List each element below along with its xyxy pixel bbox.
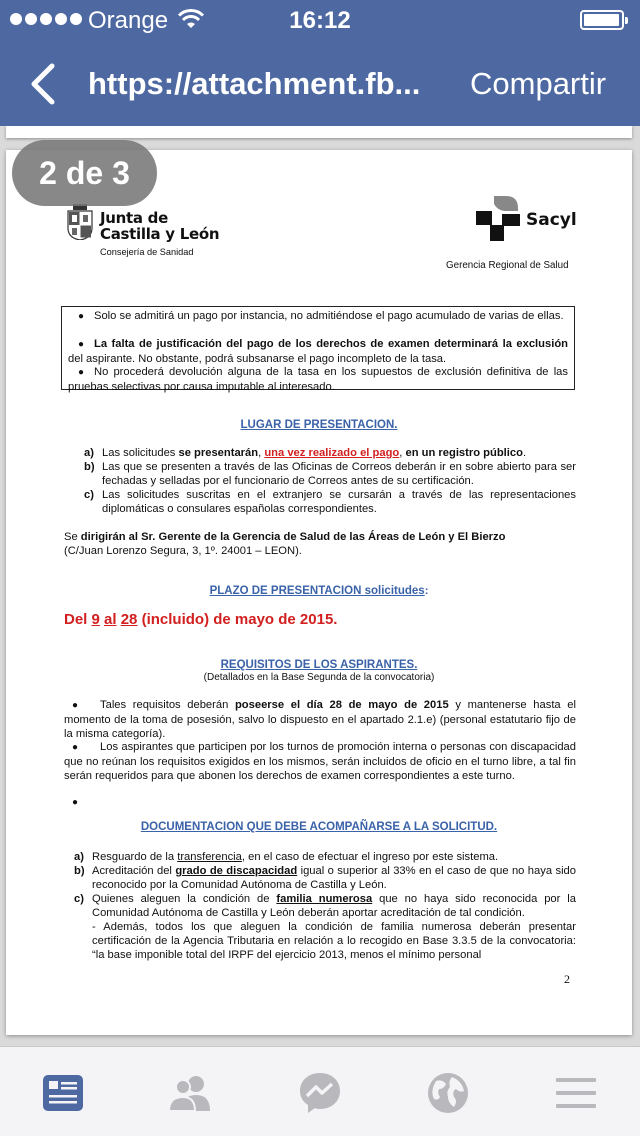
bullet-icon: ● bbox=[78, 367, 85, 378]
requisitos-item-1: ● Tales requisitos deberán poseerse el día 28 de mayo de 2015 y mantenerse hasta el momento de la toma de posesión, salvo lo dispuesto en el apartado 2.1.e) (personal estatutario fijo de la misma categoría). bbox=[64, 699, 576, 740]
lugar-item-b: b) Las que se presenten a través de las Oficinas de Correos deberán ir en sobre abierto para ser fechadas y selladas por el funcionario de Correos antes de su certificación. bbox=[84, 461, 576, 487]
app-header bbox=[0, 0, 640, 126]
sacyl-cross-icon bbox=[476, 196, 524, 244]
previous-page-edge bbox=[6, 126, 632, 138]
notice-item-1: ● Solo se admitirá un pago por instancia, no admitiéndose el pago acumulado de varias de ellas. bbox=[68, 309, 568, 324]
requisitos-heading: REQUISITOS DE LOS ASPIRANTES. bbox=[220, 659, 418, 671]
friend-requests-icon[interactable] bbox=[168, 1071, 212, 1115]
gerencia-regional: Gerencia Regional de Salud bbox=[446, 260, 569, 271]
carrier-name: Orange bbox=[88, 7, 169, 34]
payment-notice-box bbox=[61, 306, 575, 393]
documentacion-heading: DOCUMENTACION QUE DEBE ACOMPAÑARSE A LA SOLICITUD. bbox=[140, 821, 498, 833]
junta-department: Consejería de Sanidad bbox=[100, 247, 194, 257]
junta-name-line2: Castilla y León bbox=[100, 225, 220, 243]
back-chevron-icon[interactable] bbox=[26, 62, 62, 106]
requisitos-subheading: (Detallados en la Base Segunda de la convocatoria) bbox=[203, 672, 435, 683]
battery-icon bbox=[580, 10, 624, 30]
junta-name-line1: Junta de bbox=[100, 209, 168, 227]
document-viewer[interactable] bbox=[0, 126, 640, 1046]
coat-of-arms-icon bbox=[66, 204, 94, 240]
plazo-heading: PLAZO DE PRESENTACION solicitudes: bbox=[209, 585, 429, 597]
bullet-icon: ● bbox=[72, 742, 79, 753]
bullet-icon: ● bbox=[78, 339, 85, 350]
lugar-item-c: c) Las solicitudes suscritas en el extranjero se cursarán a través de las representaciones diplomáticas o consulares españolas correspondientes. bbox=[84, 489, 576, 515]
empty-bullet-icon: ● bbox=[72, 797, 79, 808]
bullet-icon: ● bbox=[78, 311, 85, 322]
page-indicator: 2 de 3 bbox=[12, 140, 157, 206]
documentacion-item-c: c) Quienes aleguen la condición de familia numerosa que no haya sido reconocida por la Comunidad Autónoma de Castilla y León deberán aportar acreditación de tal condición. - Además, todos los que aleguen la condición de familia numerosa deberán presentar certificación de la Agencia Tributaria en relación a lo recogido en Base 3.3.5 de la convocatoria: “la base imponible total del IRPF del ejercicio 2013, menos el mínimo personal bbox=[74, 893, 576, 961]
notice-item-2: ● La falta de justificación del pago de los derechos de examen determinará la exclusión del aspirante. No obstante, podrá subsanarse el pago incompleto de la tasa. bbox=[68, 338, 568, 365]
share-button[interactable]: Compartir bbox=[470, 66, 607, 101]
navigation-bar bbox=[0, 40, 640, 126]
junta-name bbox=[100, 210, 219, 242]
more-menu-icon[interactable] bbox=[554, 1071, 598, 1115]
notice-item-3: ● No procederá devolución alguna de la tasa en los supuestos de exclusión definitiva de las pruebas selectivas por causa imputable al interesado. bbox=[68, 366, 568, 393]
lugar-heading: LUGAR DE PRESENTACION. bbox=[240, 419, 398, 431]
page-number: 2 bbox=[564, 972, 570, 986]
lugar-address: Se dirigirán al Sr. Gerente de la Gerencia de Salud de las Áreas de León y El Bierzo (C/Juan Lorenzo Segura, 3, 1º. 24001 – LEON). bbox=[64, 531, 506, 557]
notifications-globe-icon[interactable] bbox=[426, 1071, 470, 1115]
requisitos-item-2: ● Los aspirantes que participen por los turnos de promoción interna o personas con discapacidad que no reúnan los requisitos exigidos en los mismos, serán incluidos de oficio en el turno libre, a tal fin serán requeridos para que abonen los derechos de examen correspondientes a este turno. bbox=[64, 741, 576, 782]
sacyl-name: Sacyl bbox=[526, 210, 577, 230]
news-feed-icon[interactable] bbox=[41, 1071, 85, 1115]
status-time: 16:12 bbox=[289, 7, 351, 34]
bullet-icon: ● bbox=[72, 700, 79, 711]
documentacion-item-b: b) Acreditación del grado de discapacidad igual o superior al 33% en el caso de que no haya sido reconocido por la Comunidad Autónoma de Castilla y León. bbox=[74, 865, 577, 891]
status-bar bbox=[0, 0, 640, 40]
messenger-icon[interactable] bbox=[298, 1071, 342, 1115]
document-page: Junta de Castilla y León Consejería de Sanidad Sacyl Gerencia Regional de Salud ● Solo se admitirá un pago por instancia, no admitiéndose el pago acumulado de varias de ellas. ● La falta de justificación del pago de los derechos de examen determinará la exclusión del aspirante. No obstante, podrá subsanarse el pago incompleto de la tasa. ● No procederá devolución alguna de la tasa en los supuestos de exclusión definitiva de las pruebas selectivas por causa imputable al interesado. LUGAR DE PRESENTACION. a) Las solicitudes se presentarán, una vez realizado el pago, en un registro público. b) Las que se presenten a través de las Oficinas de Correos deberán ir en sobre abierto para ser fechadas y selladas por el funcionario de Correos antes de su certificación. c) Las solicitudes suscritas en el extranjero se cursarán a través de las representaciones diplomáticas o consulares españolas correspondientes. Se dirigirán al Sr. Gerente de la Gerencia de Salud de las Áreas de León y El Bierzo (C/Juan Lorenzo Segura, 3, 1º. 24001 – LEON). PLAZO DE PRESENTACION solicitudes: Del 9 al 28 (incluido) de mayo de 2015. REQUISITOS DE LOS ASPIRANTES. (Detallados en la Base Segunda de la convocatoria) ● Tales requisitos deberán poseerse el día 28 de mayo de 2015 y mantenerse hasta el momento de la toma de posesión, salvo lo dispuesto en el apartado 2.1.e) (personal estatutario fijo de la misma categoría). ● Los aspirantes que participen por los turnos de promoción interna o personas con discapacidad que no reúnan los requisitos exigidos en los mismos, serán incluidos de oficio en el turno libre, a tal fin serán requeridos para que abonen los derechos de examen correspondientes a este turno. ● DOCUMENTACION QUE DEBE ACOMPAÑARSE A LA SOLICITUD. a) Resguardo de la transferencia, en el caso de efectuar el ingreso por este sistema. b) Acreditación del grado de discapacidad igual o superior al 33% en el caso de que no haya sido reconocido por la Comunidad Autónoma de Castilla y León. c) Quienes aleguen la condición de familia numerosa que no haya sido reconocida por la Comunidad Autónoma de Castilla y León deberán aportar acreditación de tal condición. - Además, todos los que aleguen la condición de familia numerosa deberán presentar certificación de la Agencia Tributaria en relación a lo recogido en Base 3.3.5 de la convocatoria: “la base imponible total del IRPF del ejercicio 2013, menos el mínimo personal 2 bbox=[6, 150, 632, 1035]
plazo-deadline: Del 9 al 28 (incluido) de mayo de 2015. bbox=[64, 611, 338, 628]
page-url: https://attachment.fb... bbox=[88, 66, 421, 101]
tab-bar bbox=[0, 1046, 640, 1136]
